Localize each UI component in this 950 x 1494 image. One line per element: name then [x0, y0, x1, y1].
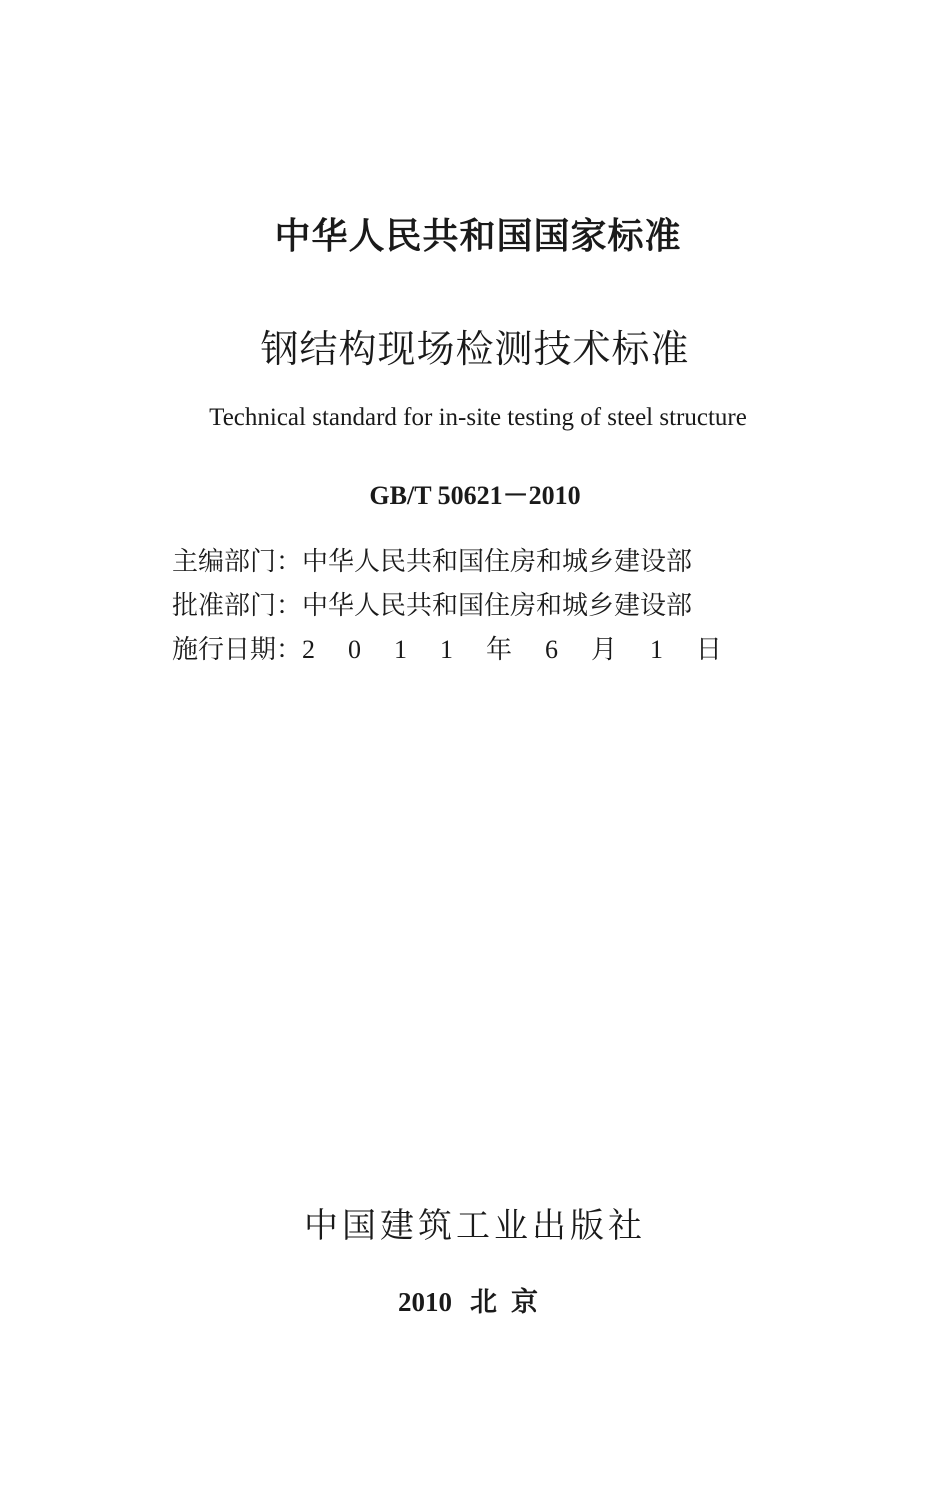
approval-value: 中华人民共和国住房和城乡建设部 — [302, 591, 693, 621]
effective-date-value — [302, 628, 722, 672]
standard-title-chinese: 钢结构现场检测技术标准 — [260, 327, 690, 371]
national-standard-heading: 中华人民共和国国家标准 — [274, 216, 682, 257]
approval-row — [172, 584, 722, 628]
chief-editor-value: 中华人民共和国住房和城乡建设部 — [302, 547, 693, 577]
effective-date-label: 施行日期： — [172, 635, 303, 665]
day-char: 日 — [695, 635, 722, 665]
day-number: 1 — [649, 635, 663, 664]
chief-editor-row — [172, 540, 722, 584]
year-digit-4: 1 — [439, 635, 453, 664]
year-digit-2: 0 — [348, 635, 361, 664]
publication-year-city — [0, 1280, 950, 1319]
effective-date-row — [172, 628, 722, 672]
standard-code: GB/T 50621－2010 — [369, 481, 581, 510]
publisher-name: 中国建筑工业出版社 — [304, 1206, 646, 1246]
year-digit-3: 1 — [393, 635, 407, 664]
standard-title-english: Technical standard for in-site testing of steel structure — [209, 404, 747, 431]
year-digit-1: 2 — [302, 635, 316, 664]
publication-city: 北京 — [470, 1287, 552, 1318]
standard-meta-block — [172, 540, 722, 672]
month-char: 月 — [590, 635, 617, 665]
approval-label: 批准部门： — [172, 591, 303, 621]
year-char: 年 — [485, 635, 512, 665]
publication-year: 2010 — [398, 1287, 452, 1317]
month-number: 6 — [544, 635, 558, 664]
chief-editor-label: 主编部门： — [172, 547, 303, 577]
